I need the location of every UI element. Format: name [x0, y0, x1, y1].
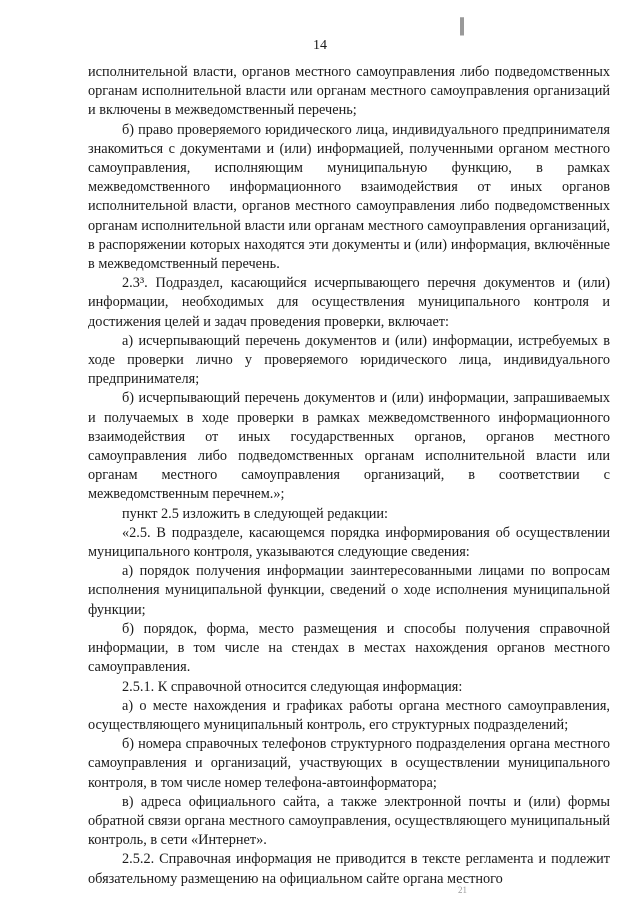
paragraph: а) исчерпывающий перечень документов и (или) информации, истребуемых в ходе проверки лично у проверяемого юридического лица, индивидуального предпринимателя; [88, 332, 610, 388]
paragraph: б) исчерпывающий перечень документов и (или) информации, запрашиваемых и получаемых в ходе проверки в рамках межведомственного информационного взаимодействия от иных государственных органов, органов местного самоуправления либо подведомственных органам исполнительной власти или органам местного самоуправления организаций, в соответствии с межведомственным перечнем.»; [88, 390, 610, 503]
paragraph: б) право проверяемого юридического лица, индивидуального предпринимателя знакомиться с документами и (или) информацией, полученными органом местного самоуправления, исполняющим муниципальную функцию, в рамках межведомственного информационного взаимодействия от иных органов исполнительной власти, органов местного самоуправления либо подведомственных органам исполнительной власти или органам местного самоуправления организаций, в распоряжении которых находятся эти документы и (или) информация, включённые в межведомственный перечень. [88, 121, 610, 273]
page-number: 14 [313, 38, 327, 53]
paragraph: 2.5.2. Справочная информация не приводится в тексте регламента и подлежит обязательному размещению на официальном сайте органа местного [88, 851, 610, 887]
paragraph: а) порядок получения информации заинтересованными лицами по вопросам исполнения муниципальной функции, сведений о ходе исполнения муниципальной функции; [88, 563, 610, 618]
paragraph: 2.3³. Подраздел, касающийся исчерпывающего перечня документов и (или) информации, необходимых для осуществления муниципального контроля и достижения целей и задач проведения проверки, включает: [88, 275, 610, 330]
paragraph: а) о месте нахождения и графиках работы органа местного самоуправления, осуществляющего муниципальный контроль, его структурных подразделений; [88, 697, 610, 733]
document-body [88, 63, 610, 889]
paragraph: исполнительной власти, органов местного самоуправления либо подведомственных органам исполнительной власти или органам местного самоуправления организаций и включены в межведомственный перечень; [88, 64, 610, 119]
paragraph: б) номера справочных телефонов структурного подразделения органа местного самоуправления и организаций, участвующих в осуществлении муниципального контроля, в том числе номер телефона-автоинформатора; [88, 736, 610, 791]
paragraph: 2.5.1. К справочной относится следующая информация: [122, 678, 463, 695]
paragraph: б) порядок, форма, место размещения и способы получения справочной информации, в том числе на стендах в местах нахождения органов местного самоуправления. [88, 620, 610, 676]
bottom-mark: 21 [458, 885, 467, 895]
paragraph: в) адреса официального сайта, а также электронной почты и (или) формы обратной связи органа местного самоуправления, осуществляющего муниципальный контроль, в сети «Интернет». [88, 793, 610, 849]
paragraph: пункт 2.5 изложить в следующей редакции: [122, 505, 389, 522]
corner-mark: || [459, 14, 464, 36]
paragraph: «2.5. В подразделе, касающемся порядка информирования об осуществлении муниципального контроля, указываются следующие сведения: [88, 524, 610, 561]
